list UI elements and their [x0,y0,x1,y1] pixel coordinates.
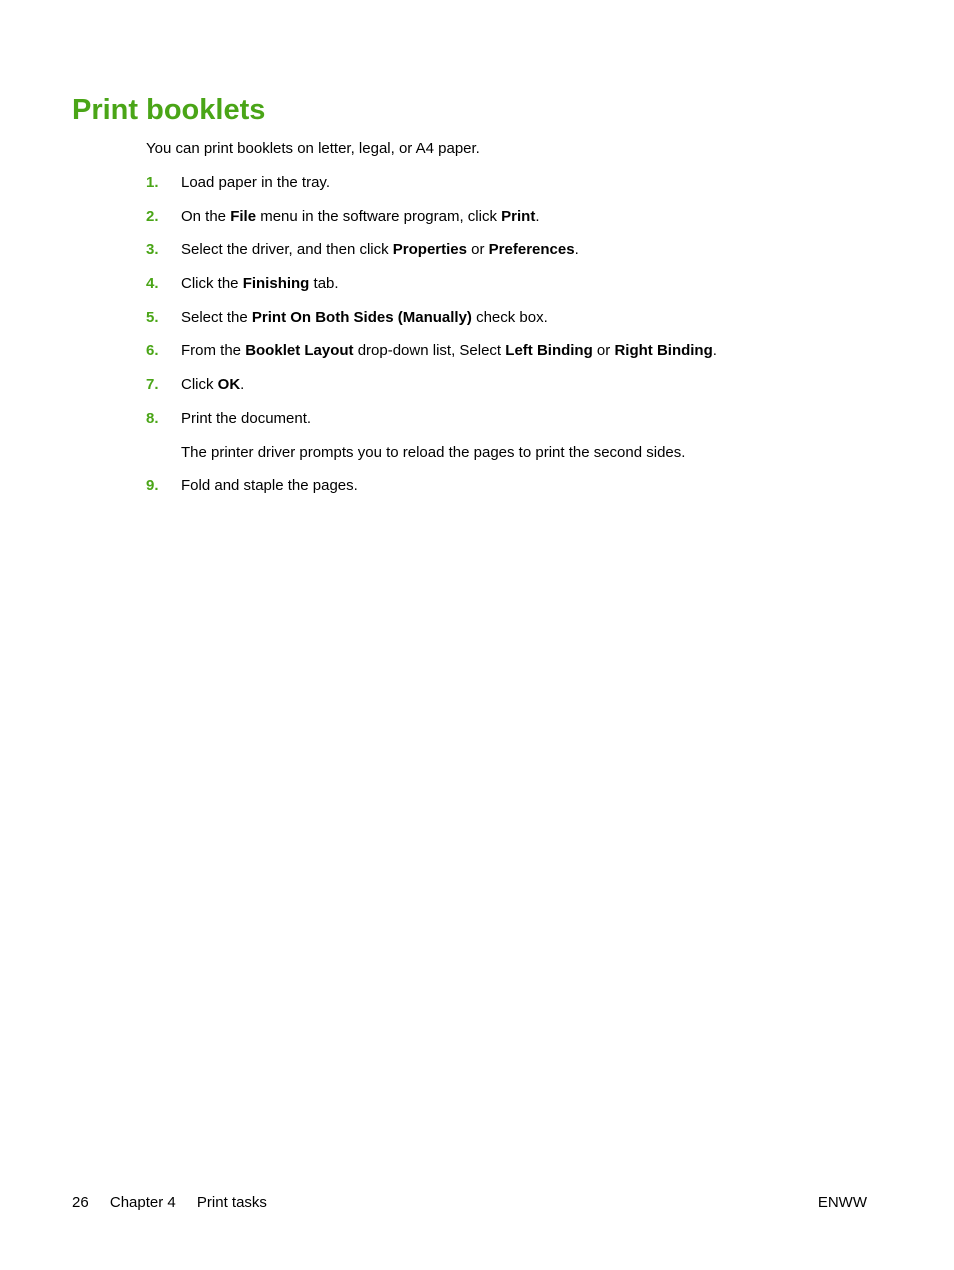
step-item [146,274,846,293]
step-number: 5. [146,308,159,326]
step-text-segment: Click [181,376,218,394]
step-text-segment: . [712,342,717,360]
steps-list [146,173,846,510]
step-item [146,240,846,259]
step-text [181,342,717,359]
ui-term: Booklet Layout [245,342,354,360]
step-text-segment: . [574,241,579,259]
ui-term: Print [501,207,536,225]
step-note: The printer driver prompts you to reload the pages to print the second sides. [181,443,686,461]
step-item [146,308,846,327]
chapter-label: Chapter 4 [109,1194,176,1211]
step-number: 9. [146,477,159,495]
step-text [181,208,540,225]
step-text [181,477,358,494]
step-number: 6. [146,342,159,360]
step-text-segment: check box. [471,308,548,326]
step-text [181,309,548,326]
ui-term: Print On Both Sides (Manually) [251,308,472,326]
step-text-segment: or [592,342,615,360]
step-item [146,476,846,495]
ui-term: Left Binding [505,342,593,360]
step-text [181,410,311,427]
step-item [146,375,846,394]
step-text-segment: Load paper in the tray. [181,174,330,191]
ui-term: Preferences [488,241,575,259]
step-text [181,376,244,393]
step-text-segment: On the [181,207,231,225]
step-text [181,241,579,258]
step-text-segment: Select the driver, and then click [181,241,393,259]
ui-term: File [230,207,257,225]
ui-term: Finishing [242,275,310,293]
intro-text: You can print booklets on letter, legal, or A4 paper. [146,140,480,157]
step-number: 1. [146,174,159,191]
step-text-segment: drop-down list, Select [353,342,506,360]
step-text [181,174,330,191]
ui-term: Properties [392,241,467,259]
step-number: 2. [146,207,159,225]
page-footer-left [72,1193,267,1212]
step-item [146,207,846,226]
step-number: 3. [146,241,159,259]
step-item [146,409,846,462]
step-item [146,173,846,192]
step-item [146,341,846,360]
section-label: Print tasks [196,1194,267,1211]
step-text-segment: From the [181,342,246,360]
step-number: 7. [146,376,159,394]
step-text-segment: Fold and staple the pages. [181,477,358,495]
step-text-segment: Print the document. [181,409,312,427]
step-text-segment: Select the [181,308,252,326]
page-footer-right: ENWW [817,1194,867,1211]
step-text-segment: or [466,241,489,259]
step-text-segment: menu in the software program, click [256,207,502,225]
step-text [181,275,339,292]
step-number: 4. [146,275,159,293]
ui-term: Right Binding [614,342,713,360]
step-text-segment: Click the [181,275,243,293]
ui-term: OK [217,376,241,394]
step-text-segment: . [240,376,245,394]
step-text-segment: . [535,207,540,225]
step-number: 8. [146,409,159,427]
page-title: Print booklets [72,94,266,126]
step-text-segment: tab. [309,275,339,293]
page-number: 26 [72,1194,89,1211]
